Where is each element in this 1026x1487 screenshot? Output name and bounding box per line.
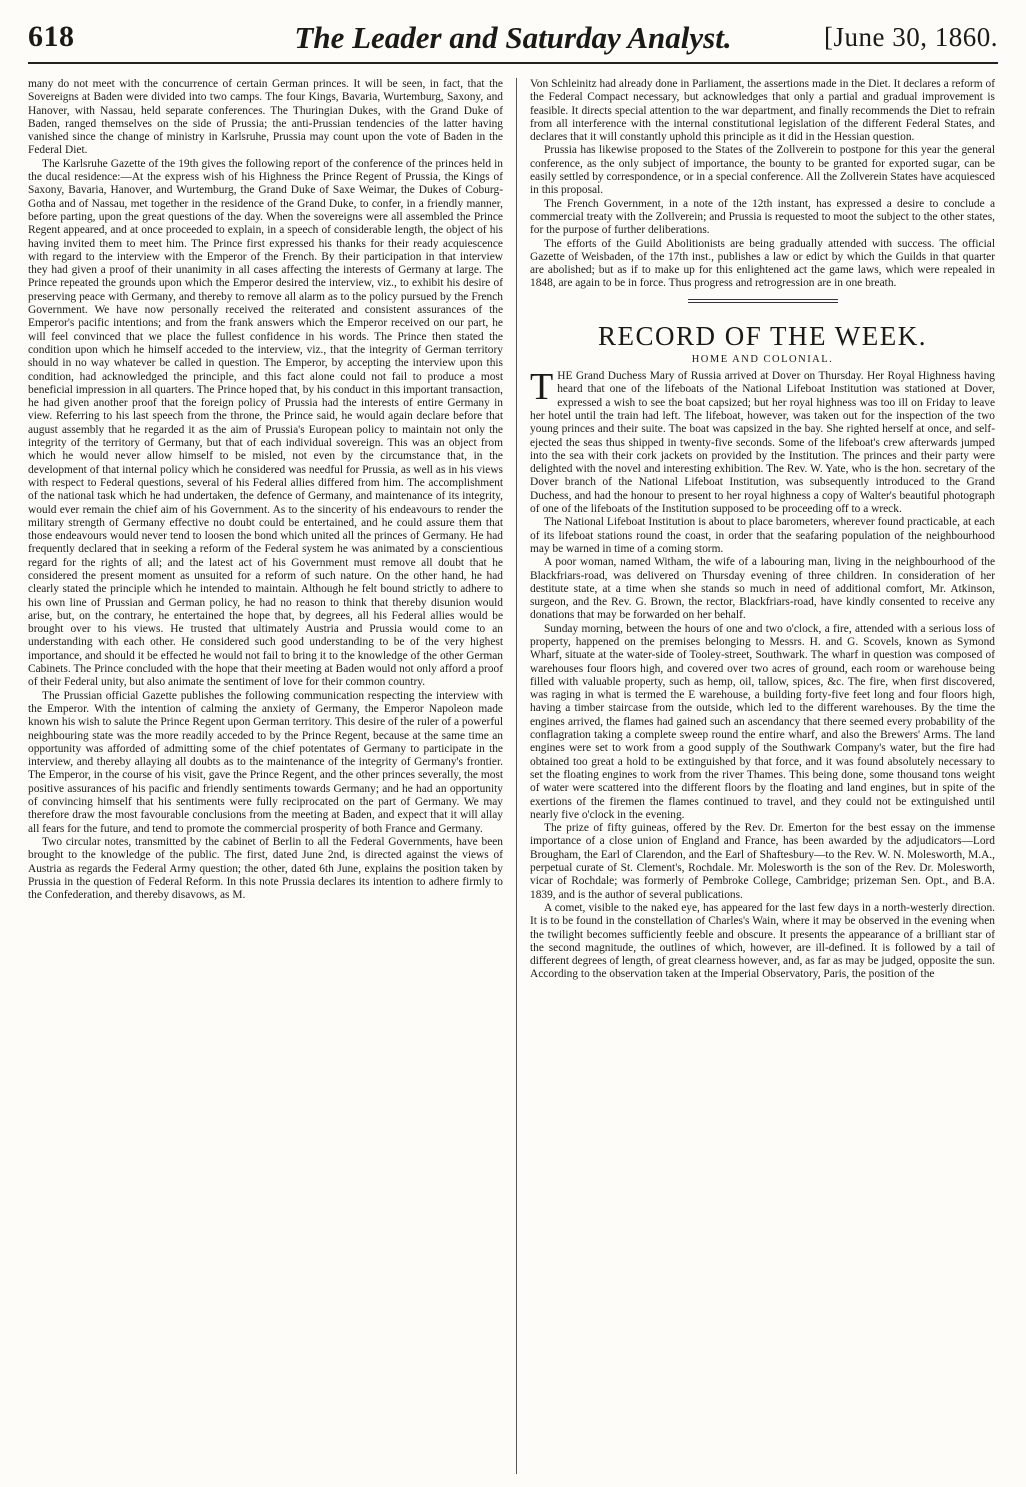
left-column [28,78,503,1474]
article-paragraph: The Karlsruhe Gazette of the 19th gives the following report of the conference of the princes held in the ducal residence:—At the express wish of his Highness the Prince Regent of Prussia, the Kings of Saxony, Bavaria, Hanover, and Wurtemburg, the Grand Duke of Saxe Weimar, the Dukes of Coburg-Gotha and of Nassau, met together in the residence of the Grand Duke, to confer, in a friendly manner, before parting, upon the great questions of the day. When the sovereigns were all assembled the Prince Regent appeared, and at once proceeded to explain, in a speech of considerable length, the object of his having invited them to meet him. The Prince first expressed his thanks for their ready acquiescence with regard to the interview with the Emperor of the French. By their participation in that interview they had given a proof of their unanimity in all cases affecting the interests of Germany at large. The Prince repeated the grounds upon which the Emperor desired the interview, viz., to exhibit his desire of preserving peace with Germany, and thereby to remove all alarm as to the policy pursued by the French Government. We have now personally received the reiterated and consistent assurances of the Emperor's pacific intentions; and from the frank answers which the Emperor received on our part, he will feel convinced that we place the fullest confidence in his words. The Prince then stated the condition upon which he himself acceded to the interview, viz., that the integrity of German territory should in no way whatever be called in question. The Emperor, by accepting the interview upon this condition, had acknowledged the principle, and this fact alone could not fail to produce a most beneficial impression in all quarters. The Prince hoped that, by his conduct in this important transaction, he had given another proof that the foreign policy of Prussia had the interests of entire Germany in view. Referring to his last speech from the throne, the Prince said, he would again declare before that august assembly that he regarded it as the aim of Prussia's European policy to maintain not only the integrity of the territory of Germany, but that of each individual sovereign. This was an object from which he would never allow himself to be misled, not even by the circumstance that, in the development of that internal policy which he considered was needful for Prussia, as well as in his views with respect to Federal questions, several of his Federal allies differed from him. The accomplishment of the national task which he had undertaken, the defence of Germany, and maintenance of its integrity, would ever remain the chief aim of his Government. As to the sincerity of his endeavours to render the military strength of Germany effective no doubt could be entertained, and he could assure them that those endeavours would never tend to loosen the bond which united all the princes of Germany. He had frequently declared that in seeking a reform of the Federal system he was animated by a conscientious regard for the rights of all; and the latest act of his Government must remove all doubt that he considered the present moment as unsuited for a reform of such nature. On the other hand, he had clearly stated the principle which he intended to maintain. Although he felt bound strictly to adhere to his own line of Prussian and German policy, he had no reason to think that thereby disunion would arise, but, on the contrary, he entertained the hope that, by degrees, all his Federal allies would be brought over to his views. He trusted that ultimately Austria and Prussia would come to an understanding with each other. He considered such good understanding to be of the very highest importance, and should it be effected he would not fail to bring it to the knowledge of the other German Cabinets. The Prince concluded with the hope that their meeting at Baden would not only afford a proof of their Federal unity, but also animate the sentiment of love for their common country. [28,157,503,689]
page-number: 618 [28,20,75,53]
section-title: RECORD OF THE WEEK. [597,320,927,351]
drop-cap: T [530,366,554,409]
article-paragraph: many do not meet with the concurrence of certain German princes. It will be seen, in fact, that the Sovereigns at Baden were divided into two camps. The four Kings, Bavaria, Wurtemburg, Saxony, and Hanover, with Nassau, held separate conferences. The Thuringian Dukes, with the Grand Duke of Baden, ranged themselves on the side of Prussia; the anti-Prussian tendencies of the latter having vanished since the change of ministry in Karlsruhe, Prussia may count upon the vote of Baden in the Federal Diet. [28,78,503,157]
section-subtitle: HOME AND COLONIAL. [691,353,834,365]
article-paragraph: Prussia has likewise proposed to the States of the Zollverein to postpone for this year the general conference, as the only subject of importance, the bounty to be granted for exported sugar, can be easily settled by correspondence, or in a special conference. All the Zollverein States have acquiesced in this proposal. [530,144,995,197]
section-separator [688,299,838,303]
publication-title: The Leader and Saturday Analyst. [294,20,732,55]
article-paragraph: A comet, visible to the naked eye, has appeared for the last few days in a north-westerly direction. It is to be found in the constellation of Charles's Wain, where it may be observed in the evening when the twilight becomes sufficiently feeble and obscure. It presents the appearance of a brilliant star of the second magnitude, the outlines of which, however, are ill-defined. It is followed by a tail of different degrees of length, of great clearness however, and, as far as may be judged, opposite the sun. According to the observation taken at the Imperial Observatory, Paris, the position of the [530,901,995,981]
article-paragraph: Two circular notes, transmitted by the cabinet of Berlin to all the Federal Governments, have been brought to the knowledge of the public. The first, dated June 2nd, is directed against the views of Austria as regards the Federal Army question; the other, dated 6th June, explains the position taken by Prussia in the question of Federal Reform. In this note Prussia declares its intention to adhere firmly to the Confederation, and thereby disavows, as M. [28,835,503,902]
article-paragraph: Von Schleinitz had already done in Parliament, the assertions made in the Diet. It declares a reform of the Federal Compact necessary, but acknowledges that only a partial and gradual improvement is feasible. It directs special attention to the war department, and finally recommends the Diet to refrain from all interference with the internal constitutional legislation of the different Federal States, and declares that it will constantly uphold this principle as it did in the Hessian question. [530,78,995,144]
lead-paragraph [530,366,995,516]
article-paragraph: The National Lifeboat Institution is about to place barometers, wherever found practicable, at each of its lifeboat stations round the coast, in order that the seafaring population of the neighbourhood may be warned in time of a coming storm. [530,516,995,555]
page-header [28,20,998,64]
column-divider [516,78,517,1474]
right-column [530,78,995,1474]
article-paragraph: The efforts of the Guild Abolitionists are being gradually attended with success. The official Gazette of Weisbaden, of the 17th inst., publishes a law or edict by which the Guilds in that quarter are abolished; but as if to make up for this enlightened act the game laws, which were repealed in 1848, are again to be in force. Thus progress and retrogression are in one breath. [530,237,995,290]
lead-paragraph-text: HE Grand Duchess Mary of Russia arrived at Dover on Thursday. Her Royal Highness having heard that one of the lifeboats of the National Lifeboat Institution was stationed at Dover, expressed a wish to see the boat capsized; but her royal highness was too ill on Friday to leave her hotel until the train had left. The lifeboat, however, was taken out for the inspection of the two young princes and their suite. The boat was capsized in the bay. She righted herself at once, and self-ejected the seas thus shipped in twenty-five seconds. Some of the lifeboat's crew afterwards jumped into the sea with their cork jackets on provided by the Institution. The princes and their party were delighted with the novel and interesting exhibition. The Rev. W. Yate, who is the hon. secretary of the Dover branch of the National Lifeboat Institution, was subsequently introduced to the Grand Duchess, and had the honour to present to her royal highness a copy of Walter's beautiful photograph of one of the lifeboats of the Institution supposed to be proceeding off to a wreck. [530,370,995,516]
article-paragraph: Sunday morning, between the hours of one and two o'clock, a fire, attended with a serious loss of property, happened on the premises belonging to Messrs. H. and G. Scovels, known as Symond Wharf, situate at the water-side of Tooley-street, Southwark. The wharf in question was composed of warehouses four floors high, and covered over two acres of ground, each room or warehouse being filled with valuable property, such as hemp, oil, tallow, spices, &c. The fire, when first discovered, was raging in what is termed the E warehouse, a building forty-five feet long and four floors high, having a timber staircase from the outside, which led to the different warehouses. By the time the engines arrived, the flames had gained such an ascendancy that there seemed every probability of the conflagration taking a complete sweep round the entire wharf, and also the Brewers' Arms. The land engines were set to work from a good supply of the Southwark Company's water, but the fire had obtained too great a hold to be extinguished by that force, and it was found absolutely necessary to set the floating engines to work from the river Thames. This being done, some thousand tons weight of water were scattered into the different floors by the floating and land engines, but in spite of the exertions of the firemen the flames continued to travel, and they could not be extinguished until nearly five o'clock in the evening. [530,622,995,821]
article-paragraph: The Prussian official Gazette publishes the following communication respecting the interview with the Emperor. With the intention of calming the anxiety of Germany, the Emperor Napoleon made known his wish to salute the Prince Regent upon German territory. This desire of the ruler of a powerful neighbouring state was the more readily acceded to by the Prince Regent, because at the same time an opportunity was afforded of admitting some of the chief potentates of Germany to participate in the interview, and thereby allaying all doubts as to the maintenance of the integrity of Germany's frontier. The Emperor, in the course of his visit, gave the Prince Regent, and the other princes severally, the most positive assurances of his pacific and friendly sentiments towards Germany; and he had an opportunity of convincing himself that his sentiments were fully reciprocated on the part of Germany. We may therefore draw the most favourable conclusions from the meeting at Baden, and expect that it will allay all fears for the future, and tend to promote the commercial prosperity of both France and Germany. [28,689,503,835]
article-paragraph: A poor woman, named Witham, the wife of a labouring man, living in the neighbourhood of the Blackfriars-road, was delivered on Thursday evening of three children. In consideration of her destitute state, at a time when she stands so much in need of additional comfort, Mr. Atkinson, surgeon, and the Rev. G. Brown, the rector, Blackfriars-road, have kindly consented to receive any donations that may be forwarded on her behalf. [530,556,995,622]
issue-date: [June 30, 1860. [824,22,998,52]
article-paragraph: The prize of fifty guineas, offered by the Rev. Dr. Emerton for the best essay on the immense importance of a close union of England and France, has been awarded by the adjudicators—Lord Brougham, the Earl of Clarendon, and the Earl of Shaftesbury—to the Rev. W. N. Molesworth, M.A., perpetual curate of St. Clement's, Rochdale. Mr. Molesworth is the son of the Rev. Dr. Molesworth, vicar of Rochdale; was formerly of Pembroke College, Cambridge; prizeman Sen. Opt., and B.A. 1839, and is the author of several publications. [530,822,995,901]
article-paragraph: The French Government, in a note of the 12th instant, has expressed a desire to conclude a commercial treaty with the Zollverein; and Prussia is requested to moot the subject to the other states, for the purpose of further deliberations. [530,197,995,237]
